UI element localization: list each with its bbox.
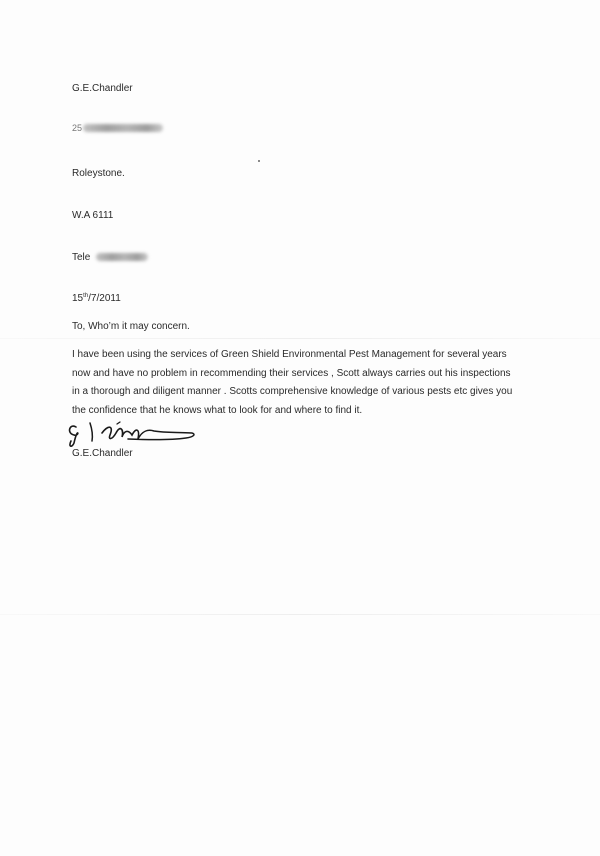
suburb: Roleystone. xyxy=(72,168,125,179)
date-day: 15 xyxy=(72,293,84,304)
letter-body xyxy=(72,346,532,420)
redacted-street-address xyxy=(72,124,163,134)
signature-name: G.E.Chandler xyxy=(72,448,133,459)
tele-label: Tele xyxy=(72,252,91,263)
telephone-line xyxy=(72,253,148,263)
salutation: To, Who’m it may concern. xyxy=(72,321,190,332)
paper-speck xyxy=(258,160,260,162)
body-line: in a thorough and diligent manner . Scotts comprehensive knowledge of various pests etc gives you xyxy=(72,386,513,397)
paper-fold-line xyxy=(0,338,600,339)
telephone-redaction-blur xyxy=(96,253,148,261)
body-line: the confidence that he knows what to look for and where to find it. xyxy=(72,404,363,416)
paper-fold-line xyxy=(0,614,600,615)
body-line: now and have no problem in recommending their services , Scott always carries out his inspections xyxy=(72,367,511,379)
date-suffix: th xyxy=(83,293,89,299)
handwritten-signature xyxy=(62,413,202,449)
state-postcode: W.A 6111 xyxy=(72,210,114,221)
letter-date xyxy=(72,294,121,304)
address-number: 25 xyxy=(72,123,83,133)
sender-name: G.E.Chandler xyxy=(72,83,133,94)
body-line: I have been using the services of Green Shield Environmental Pest Management for several years xyxy=(72,349,507,360)
address-redaction-blur xyxy=(83,124,163,132)
date-rest: /7/2011 xyxy=(88,293,121,304)
